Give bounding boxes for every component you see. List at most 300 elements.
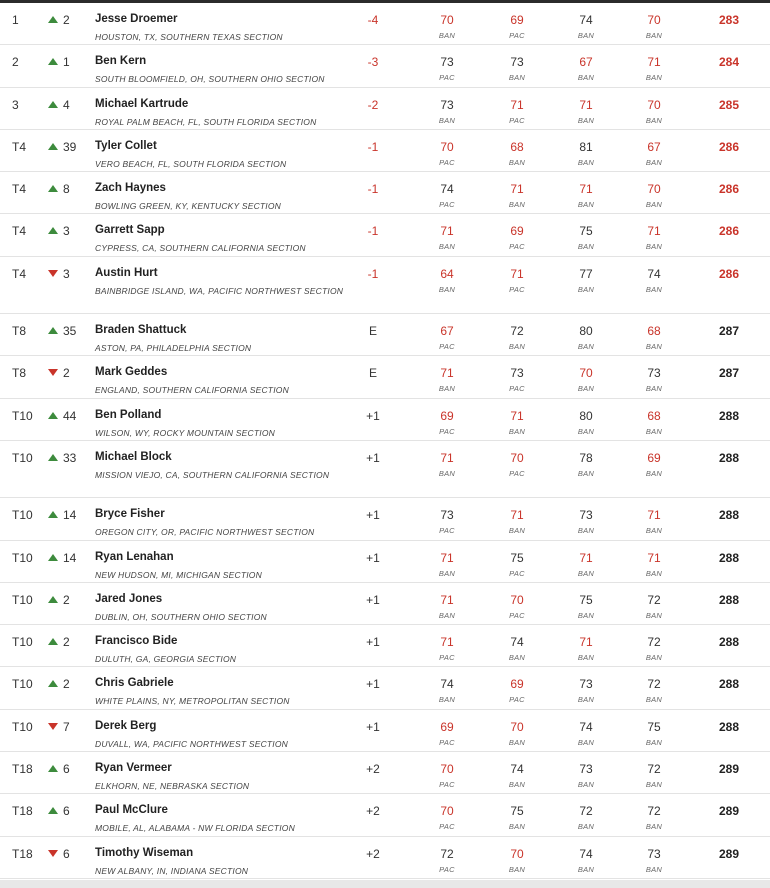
round-course: BAN: [645, 653, 663, 663]
round-score-value: 71: [440, 550, 454, 565]
round-score-value: 72: [647, 804, 661, 819]
round-score-value: 71: [510, 408, 524, 423]
arrow-up-icon: [48, 185, 58, 192]
player-cell: [95, 182, 345, 214]
round-2-score: [502, 720, 532, 747]
round-course: BAN: [577, 610, 595, 620]
table-row[interactable]: [0, 88, 770, 130]
position: T10: [12, 677, 33, 692]
arrow-down-icon: [48, 270, 58, 277]
round-score-value: 67: [579, 55, 593, 70]
table-row[interactable]: [0, 314, 770, 356]
round-score-value: 71: [440, 592, 454, 607]
round-course: BAN: [508, 73, 526, 83]
round-3-score: [571, 98, 601, 125]
round-course: BAN: [645, 426, 663, 436]
total-score: 288: [718, 719, 740, 734]
round-course: BAN: [645, 284, 663, 294]
player-cell: [95, 804, 345, 836]
position: T10: [12, 550, 33, 565]
player-name[interactable]: Zach Haynes: [95, 182, 166, 195]
round-course: BAN: [508, 737, 526, 747]
round-4-score: [639, 182, 669, 209]
round-3-score: [571, 508, 601, 535]
round-course: BAN: [508, 426, 526, 436]
player-hometown: NEW HUDSON, MI, MICHIGAN SECTION: [95, 569, 262, 580]
round-4-score: [639, 451, 669, 478]
total-score: 285: [718, 97, 740, 112]
round-course: BAN: [645, 115, 663, 125]
round-course: BAN: [577, 426, 595, 436]
round-3-score: [571, 366, 601, 393]
round-score-value: 70: [647, 182, 661, 197]
round-score-value: 74: [510, 762, 524, 777]
total-score: 289: [718, 804, 740, 819]
round-1-score: [432, 804, 462, 831]
round-score-value: 69: [647, 450, 661, 465]
round-score-value: 78: [579, 450, 593, 465]
total-score: 288: [718, 635, 740, 650]
to-par: +1: [366, 450, 380, 465]
table-row[interactable]: [0, 498, 770, 540]
round-score-value: 73: [647, 366, 661, 381]
round-1-score: [432, 140, 462, 167]
to-par: +2: [366, 804, 380, 819]
movement: [48, 182, 70, 196]
round-score-value: 71: [647, 55, 661, 70]
player-hometown: VERO BEACH, FL, SOUTH FLORIDA SECTION: [95, 158, 287, 169]
arrow-up-icon: [48, 554, 58, 561]
round-score-value: 70: [440, 13, 454, 27]
table-row[interactable]: [0, 441, 770, 498]
player-cell: [95, 98, 345, 130]
round-2-score: [502, 55, 532, 82]
arrow-up-icon: [48, 327, 58, 334]
position: T18: [12, 804, 33, 819]
to-par: -2: [367, 97, 379, 112]
player-name[interactable]: Timothy Wiseman: [95, 846, 194, 859]
player-name[interactable]: Jesse Droemer: [95, 13, 178, 25]
table-row[interactable]: [0, 667, 770, 709]
movement: [48, 551, 76, 565]
total-score: 286: [718, 224, 740, 239]
table-row[interactable]: [0, 837, 770, 879]
round-score-value: 73: [440, 55, 454, 70]
round-course: PAC: [439, 864, 455, 874]
player-cell: [95, 267, 345, 299]
arrow-up-icon: [48, 101, 58, 108]
player-name[interactable]: Michael Kartrude: [95, 97, 189, 110]
player-hometown: ASTON, PA, PHILADELPHIA SECTION: [95, 343, 252, 354]
arrow-up-icon: [48, 16, 58, 23]
round-2-score: [502, 324, 532, 351]
player-hometown: HOUSTON, TX, SOUTHERN TEXAS SECTION: [95, 32, 283, 42]
round-4-score: [639, 324, 669, 351]
movement: [48, 324, 76, 338]
round-1-score: [432, 551, 462, 578]
movement-value: 3: [63, 266, 70, 281]
player-name[interactable]: Jared Jones: [95, 592, 163, 605]
table-row[interactable]: [0, 710, 770, 752]
player-name[interactable]: Ben Kern: [95, 55, 147, 68]
movement-value: 2: [63, 592, 70, 607]
arrow-up-icon: [48, 58, 58, 65]
to-par: -1: [367, 182, 379, 197]
round-score-value: 73: [510, 366, 524, 381]
player-cell: [95, 366, 345, 398]
player-cell: [95, 720, 345, 752]
to-par: +1: [366, 635, 380, 650]
position: 3: [12, 97, 19, 112]
round-course: BAN: [577, 115, 595, 125]
to-par: -1: [367, 266, 379, 281]
total-score: 286: [718, 182, 740, 197]
round-3-score: [571, 720, 601, 747]
table-row[interactable]: [0, 45, 770, 87]
table-row[interactable]: [0, 356, 770, 398]
round-2-score: [502, 451, 532, 478]
round-course: BAN: [645, 242, 663, 252]
round-course: BAN: [577, 157, 595, 167]
position: T10: [12, 592, 33, 607]
round-course: BAN: [438, 468, 456, 478]
round-3-score: [571, 551, 601, 578]
movement-value: 14: [63, 550, 77, 565]
round-score-value: 68: [647, 408, 661, 423]
movement: [48, 451, 76, 465]
player-cell: [95, 847, 345, 879]
round-4-score: [639, 593, 669, 620]
round-course: PAC: [439, 822, 455, 832]
table-row[interactable]: [0, 541, 770, 583]
round-score-value: 71: [579, 550, 593, 565]
round-2-score: [502, 804, 532, 831]
player-name[interactable]: Mark Geddes: [95, 366, 168, 379]
round-course: BAN: [438, 284, 456, 294]
player-cell: [95, 593, 345, 625]
round-2-score: [502, 409, 532, 436]
player-hometown: DUBLIN, OH, SOUTHERN OHIO SECTION: [95, 611, 267, 622]
movement: [48, 224, 70, 238]
player-hometown: DUVALL, WA, PACIFIC NORTHWEST SECTION: [95, 738, 289, 749]
round-score-value: 67: [647, 139, 661, 154]
player-hometown: ELKHORN, NE, NEBRASKA SECTION: [95, 781, 250, 792]
round-1-score: [432, 98, 462, 125]
to-par: +1: [366, 408, 380, 423]
arrow-up-icon: [48, 412, 58, 419]
round-1-score: [432, 324, 462, 351]
round-2-score: [502, 182, 532, 209]
round-course: BAN: [508, 780, 526, 790]
player-name[interactable]: Ben Polland: [95, 408, 162, 421]
player-name[interactable]: Francisco Bide: [95, 635, 178, 648]
movement-value: 2: [63, 635, 70, 650]
round-course: PAC: [439, 342, 455, 352]
round-course: PAC: [439, 200, 455, 210]
round-1-score: [432, 847, 462, 874]
round-2-score: [502, 140, 532, 167]
round-course: PAC: [439, 780, 455, 790]
round-3-score: [571, 409, 601, 436]
round-course: BAN: [645, 157, 663, 167]
round-score-value: 74: [579, 13, 593, 27]
round-course: PAC: [509, 242, 525, 252]
arrow-up-icon: [48, 227, 58, 234]
round-score-value: 75: [510, 804, 524, 819]
round-score-value: 72: [647, 592, 661, 607]
total-score: 284: [718, 55, 740, 70]
round-course: BAN: [577, 780, 595, 790]
player-name[interactable]: Michael Block: [95, 450, 172, 463]
player-name[interactable]: Tyler Collet: [95, 139, 157, 152]
position: T8: [12, 324, 27, 339]
round-4-score: [639, 508, 669, 535]
round-score-value: 69: [510, 677, 524, 692]
round-4-score: [639, 720, 669, 747]
round-4-score: [639, 635, 669, 662]
movement: [48, 635, 70, 649]
round-course: BAN: [438, 115, 456, 125]
total-score: 287: [718, 324, 740, 339]
table-row[interactable]: [0, 625, 770, 667]
movement: [48, 804, 70, 818]
player-cell: [95, 508, 345, 540]
player-name[interactable]: Garrett Sapp: [95, 224, 165, 237]
to-par: E: [368, 366, 377, 381]
round-score-value: 71: [440, 366, 454, 381]
position: T10: [12, 408, 33, 423]
total-score: 286: [718, 139, 740, 154]
round-score-value: 70: [510, 719, 524, 734]
round-course: BAN: [438, 568, 456, 578]
player-name[interactable]: Braden Shattuck: [95, 324, 187, 337]
table-row[interactable]: [0, 172, 770, 214]
movement-value: 7: [63, 719, 70, 734]
round-score-value: 80: [579, 324, 593, 339]
round-course: PAC: [509, 695, 525, 705]
round-score-value: 75: [510, 550, 524, 565]
movement-value: 6: [63, 804, 70, 819]
round-4-score: [639, 267, 669, 294]
round-2-score: [502, 762, 532, 789]
round-1-score: [432, 720, 462, 747]
movement: [48, 762, 70, 776]
movement: [48, 720, 70, 734]
round-course: BAN: [645, 200, 663, 210]
to-par: +1: [366, 677, 380, 692]
round-score-value: 64: [440, 266, 454, 281]
player-cell: [95, 140, 345, 172]
round-score-value: 73: [440, 508, 454, 523]
round-1-score: [432, 224, 462, 251]
round-course: BAN: [577, 242, 595, 252]
round-2-score: [502, 847, 532, 874]
player-name[interactable]: Austin Hurt: [95, 266, 158, 279]
table-row[interactable]: [0, 214, 770, 256]
total-score: 287: [718, 366, 740, 381]
round-2-score: [502, 635, 532, 662]
player-name[interactable]: Derek Berg: [95, 719, 157, 732]
round-course: PAC: [509, 468, 525, 478]
round-score-value: 75: [647, 719, 661, 734]
player-hometown: BAINBRIDGE ISLAND, WA, PACIFIC NORTHWEST SECTION: [95, 285, 344, 296]
round-1-score: [432, 267, 462, 294]
round-score-value: 74: [579, 719, 593, 734]
round-3-score: [571, 13, 601, 40]
round-score-value: 75: [579, 224, 593, 239]
round-2-score: [502, 98, 532, 125]
round-score-value: 75: [579, 592, 593, 607]
to-par: E: [368, 324, 377, 339]
total-score: 288: [718, 677, 740, 692]
position: T10: [12, 719, 33, 734]
round-score-value: 69: [510, 224, 524, 239]
round-course: PAC: [509, 610, 525, 620]
round-course: BAN: [508, 200, 526, 210]
round-3-score: [571, 451, 601, 478]
movement: [48, 677, 70, 691]
round-course: PAC: [509, 284, 525, 294]
position: T4: [12, 182, 27, 197]
round-2-score: [502, 13, 532, 40]
round-score-value: 72: [510, 324, 524, 339]
round-course: BAN: [645, 568, 663, 578]
round-course: BAN: [645, 73, 663, 83]
arrow-up-icon: [48, 680, 58, 687]
player-name[interactable]: Bryce Fisher: [95, 508, 165, 521]
round-3-score: [571, 224, 601, 251]
round-2-score: [502, 224, 532, 251]
round-4-score: [639, 55, 669, 82]
round-score-value: 70: [510, 450, 524, 465]
position: T4: [12, 139, 27, 154]
movement: [48, 366, 70, 380]
player-name[interactable]: Ryan Vermeer: [95, 762, 172, 775]
round-score-value: 81: [579, 139, 593, 154]
round-score-value: 70: [440, 139, 454, 154]
round-1-score: [432, 762, 462, 789]
position: T10: [12, 508, 33, 523]
player-cell: [95, 409, 345, 441]
round-1-score: [432, 508, 462, 535]
round-score-value: 70: [647, 97, 661, 112]
round-course: BAN: [438, 31, 456, 40]
round-4-score: [639, 804, 669, 831]
table-row[interactable]: [0, 794, 770, 836]
round-score-value: 71: [510, 182, 524, 197]
position: T4: [12, 266, 27, 281]
arrow-up-icon: [48, 511, 58, 518]
round-course: PAC: [509, 115, 525, 125]
round-2-score: [502, 267, 532, 294]
round-score-value: 71: [440, 224, 454, 239]
round-score-value: 71: [579, 182, 593, 197]
round-course: BAN: [645, 864, 663, 874]
position: T18: [12, 762, 33, 777]
round-3-score: [571, 804, 601, 831]
round-score-value: 67: [440, 324, 454, 339]
round-course: BAN: [438, 242, 456, 252]
movement-value: 35: [63, 324, 77, 339]
round-score-value: 69: [510, 13, 524, 27]
round-score-value: 73: [440, 97, 454, 112]
round-score-value: 70: [647, 13, 661, 27]
round-course: BAN: [645, 610, 663, 620]
player-hometown: DULUTH, GA, GEORGIA SECTION: [95, 654, 237, 665]
round-course: BAN: [438, 610, 456, 620]
round-course: BAN: [645, 822, 663, 832]
round-1-score: [432, 677, 462, 704]
movement: [48, 267, 70, 281]
round-score-value: 71: [579, 97, 593, 112]
round-course: BAN: [508, 653, 526, 663]
player-cell: [95, 324, 345, 356]
total-score: 289: [718, 846, 740, 861]
round-score-value: 74: [440, 677, 454, 692]
player-hometown: NEW ALBANY, IN, INDIANA SECTION: [95, 865, 249, 876]
player-cell: [95, 635, 345, 667]
table-row[interactable]: [0, 752, 770, 794]
round-course: PAC: [509, 568, 525, 578]
total-score: 288: [718, 450, 740, 465]
player-hometown: MISSION VIEJO, CA, SOUTHERN CALIFORNIA SECTION: [95, 469, 330, 480]
total-score: 288: [718, 592, 740, 607]
round-course: BAN: [577, 31, 595, 40]
round-1-score: [432, 182, 462, 209]
player-cell: [95, 13, 345, 45]
round-score-value: 69: [440, 408, 454, 423]
movement-value: 6: [63, 762, 70, 777]
movement: [48, 847, 70, 861]
player-cell: [95, 677, 345, 709]
table-row[interactable]: [0, 399, 770, 441]
round-score-value: 71: [510, 266, 524, 281]
round-score-value: 73: [579, 508, 593, 523]
player-name[interactable]: Paul McClure: [95, 804, 168, 817]
player-name[interactable]: Chris Gabriele: [95, 677, 174, 690]
round-4-score: [639, 847, 669, 874]
round-4-score: [639, 409, 669, 436]
round-3-score: [571, 267, 601, 294]
arrow-down-icon: [48, 369, 58, 376]
player-hometown: WHITE PLAINS, NY, METROPOLITAN SECTION: [95, 696, 290, 707]
total-score: 288: [718, 550, 740, 565]
round-course: BAN: [508, 822, 526, 832]
position: 2: [12, 55, 19, 70]
bottom-bar: [0, 880, 770, 888]
round-score-value: 71: [440, 635, 454, 650]
round-course: BAN: [645, 737, 663, 747]
table-row[interactable]: [0, 130, 770, 172]
table-row[interactable]: [0, 257, 770, 314]
player-name[interactable]: Ryan Lenahan: [95, 550, 174, 563]
round-score-value: 71: [647, 224, 661, 239]
round-1-score: [432, 55, 462, 82]
movement-value: 4: [63, 97, 70, 112]
round-3-score: [571, 635, 601, 662]
table-row[interactable]: [0, 3, 770, 45]
table-row[interactable]: [0, 583, 770, 625]
movement-value: 2: [63, 677, 70, 692]
round-score-value: 74: [579, 846, 593, 861]
movement-value: 3: [63, 224, 70, 239]
movement: [48, 593, 70, 607]
movement: [48, 98, 70, 112]
round-course: BAN: [577, 73, 595, 83]
round-course: BAN: [645, 342, 663, 352]
player-cell: [95, 224, 345, 256]
round-course: BAN: [645, 468, 663, 478]
